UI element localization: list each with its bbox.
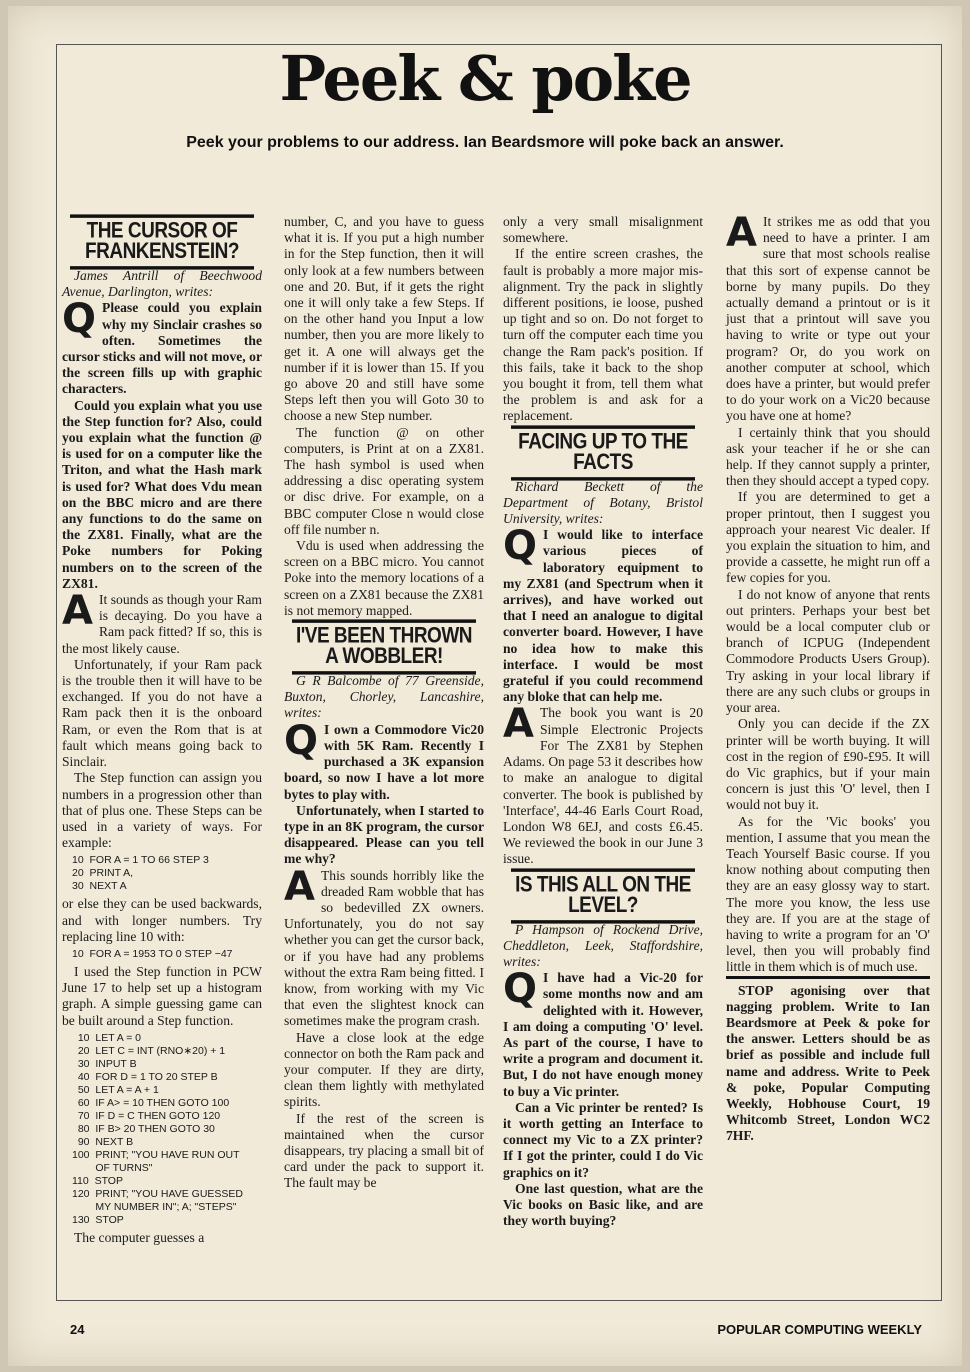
question-paragraph: Q Please could you explain why my Sinclair crashes so often. Sometimes the cursor sticks and will not move, or the screen fills up with graphic characters.: [62, 296, 262, 397]
question-paragraph: Q I have had a Vic-20 for some months now and am delighted with it. However, I am doing a computing 'O' level. As part of the course, I have to write a program and document it. But, I do not have enough money to buy a Vic printer.: [503, 966, 703, 1099]
a-dropcap: A: [62, 588, 93, 635]
letter-byline: Richard Beckett of the Department of Botany, Bristol University, writes:: [503, 478, 703, 527]
q-dropcap: Q: [503, 966, 538, 1013]
answer-paragraph: The Step function can assign you numbers in a progression other than that of plus one. These Steps can be used in a variety of ways. For example:: [62, 770, 262, 851]
letter-byline: P Hampson of Rockend Drive, Cheddleton, Leek, Staffordshire, writes:: [503, 921, 703, 969]
answer-paragraph: I used the Step function in PCW June 17 to help set up a histogram graph. A simple guessing game can be built around a Step function.: [62, 963, 262, 1028]
page-title: Peek & poke: [279, 42, 691, 115]
answer-paragraph: only a very small misalignment somewhere.: [503, 214, 703, 246]
answer-paragraph: Unfortunately, if your Ram pack is the trouble then it will have to be exchanged. If you do not have a Ram pack then it is the onboard Ram, or even the Rom that is at fault which means going back to Sinclair.: [62, 656, 262, 770]
answer-paragraph: If you are determined to get a proper printout, then I suggest you approach your nearest Vic dealer. If you explain the situation to him, and provide a cassette, he might run off a few copies for you.: [726, 489, 930, 586]
a-dropcap: A: [503, 701, 534, 748]
letter-byline: G R Balcombe of 77 Greenside, Buxton, Chorley, Lancashire, writes:: [284, 673, 484, 721]
section-heading: THE CURSOR OF FRANKENSTEIN?: [70, 214, 254, 269]
answer-paragraph: or else they can be used backwards, and with longer numbers. Try replacing line 10 with:: [62, 896, 262, 944]
question-paragraph: Q I own a Commodore Vic20 with 5K Ram. Recently I purchased a 3K expansion board, so now I have a lot more bytes to play with.: [284, 717, 484, 802]
question-paragraph: Can a Vic printer be rented? Is it worth getting an Interface to connect my Vic to a ZX printer? If I got the printer, could I do Vic graphics on it?: [503, 1099, 703, 1180]
answer-paragraph: If the entire screen crashes, the fault is probably a more major mis-alignment. Try the pack in slightly different positions, ie loose, pushed up tight and so on. Do not forget to turn off the computer each time you change the Ram pack's position. If this fails, take it back to the shop you bought it from, tell them what the problem is and ask for a replacement.: [503, 246, 703, 424]
answer-paragraph: The function @ on other computers, is Print at on a ZX81. The hash symbol is used when addressing a disc operating system or disc drive. For example, on a BBC computer Close n would close off file number n.: [284, 424, 484, 537]
q-dropcap: Q: [284, 717, 319, 764]
magazine-page: [8, 6, 962, 1366]
column-4: [726, 210, 930, 1145]
answer-paragraph: Only you can decide if the ZX printer will be worth buying. It will cost in the region of £90-£95. It will do Vic graphics, but if your main concern is just this 'O' level, then I would not buy it.: [726, 716, 930, 813]
page-subtitle: Peek your problems to our address. Ian Beardsmore will poke back an answer.: [186, 134, 784, 151]
submission-box: STOP agonising over that nagging problem. Write to Ian Beardsmore at Peek & poke for the answer. Letters should be as brief as possible and include full name and address. Write to Peek & poke, Popular Computing Weekly, Hobhouse Court, 19 Whitcomb Street, London WC2 7HF.: [726, 976, 930, 1145]
column-3: [503, 214, 703, 1229]
answer-paragraph: A This sounds horribly like the dreaded Ram wobble that has so bedevilled ZX owners. Unfortunately, you do not say whether you can get the cursor back, or if you have had any problems without the extra Ram being fitted. I know, from working with my Vic that even the slightest knock can sometimes make the program crash.: [284, 863, 484, 1029]
column-1: [62, 214, 262, 1246]
answer-paragraph: The computer guesses a: [74, 1229, 205, 1245]
question-paragraph: Unfortunately, when I started to type in an 8K program, the cursor disappeared. Please can you tell me why?: [284, 802, 484, 867]
a-dropcap: A: [726, 210, 757, 256]
answer-paragraph: I do not know of anyone that rents out printers. Perhaps your best bet would be a local computer club or branch of ICPUG (Independent Commodore Products Users Group). Try asking in your local library if there are any such clubs or groups in your area.: [726, 586, 930, 716]
code-listing: 10 FOR A = 1 TO 66 STEP 3 20 PRINT A, 30 NEXT A: [72, 854, 209, 893]
q-dropcap: Q: [62, 296, 97, 343]
answer-paragraph: Have a close look at the edge connector on both the Ram pack and your computer. If they are dirty, clean them lightly with methylated spirits.: [284, 1029, 484, 1110]
section-heading: IS THIS ALL ON THE LEVEL?: [511, 868, 695, 923]
section-heading: I'VE BEEN THROWN A WOBBLER!: [292, 619, 476, 674]
letter-byline: James Antrill of Beechwood Avenue, Darlington, writes:: [62, 268, 262, 300]
a-dropcap: A: [284, 863, 315, 910]
code-listing: 10 LET A = 0 20 LET C = INT (RNO∗20) + 1 30 INPUT B 40 FOR D = 1 TO 20 STEP B 50 LET A = A + 1 60 IF A> = 10 THEN GOTO 100 70 IF D = C THEN GOTO 120 80 IF B> 20 THEN GOTO 30 90 NEXT B 100 PRINT; "YOU HAVE RUN OUT OF TURNS" 110 STOP 120 PRINT; "YOU HAVE GUESSED MY NUMBER IN"; A; "STEPS" 130 STOP: [72, 1031, 243, 1226]
answer-paragraph: As for the 'Vic books' you mention, I assume that you mean the Teach Yourself Basic course. If you know nothing about computing then they are an easy glossy way to start. The more you know, the less use they are. If you are at the stage of having to write a program for an 'O' level, then you will probably find little in them which is of much use.: [726, 813, 930, 975]
section-heading: FACING UP TO THE FACTS: [511, 425, 695, 480]
magazine-name: POPULAR COMPUTING WEEKLY: [717, 1322, 922, 1337]
page-number: 24: [70, 1322, 85, 1337]
question-paragraph: One last question, what are the Vic books on Basic like, and are they worth buying?: [503, 1180, 703, 1229]
answer-paragraph: A It sounds as though your Ram is decaying. Do you have a Ram pack fitted? If so, this is the most likely cause.: [62, 588, 262, 656]
answer-paragraph: A It strikes me as odd that you need to have a printer. I am sure that most schools realise that this sort of expense cannot be borne by many pupils. Do they actually demand a printout or is it just that a printout will save you having to write or type out your program? Or, do you work on another computer at school, which does have a printer, but would prefer to do your work on a Vic20 because you have one at home?: [726, 210, 930, 424]
column-2: [284, 214, 484, 1192]
answer-paragraph: I certainly think that you should ask your teacher if he or she can help. If they cannot supply a printer, then they should accept a typed copy.: [726, 424, 930, 489]
answer-paragraph: If the rest of the screen is maintained when the cursor disappears, try placing a small bit of card under the pack to support it. The fault may be: [284, 1110, 484, 1191]
answer-paragraph: number, C, and you have to guess what it is. If you put a high number in for the Step function, then it will only look at a few numbers between one and 20. But, if it gets the right one it will only take a few Steps. If on the other hand you Input a low number, then you are more likely to get it. A one will always get the number if it is lower than 15. If you go above 20 and still have some Steps left then you will Goto 30 to choose a new Step number.: [284, 214, 484, 424]
q-dropcap: Q: [503, 523, 538, 570]
question-paragraph: Could you explain what you use the Step function for? Also, could you explain what the function @ is used for on a computer like the Triton, and what the Hash mark is used for? What does Vdu mean on the BBC micro and are there any functions to do the same on the ZX81. Finally, what are the Poke numbers for Poking numbers on to the screen of the ZX81.: [62, 397, 262, 591]
question-paragraph: Q I would like to interface various pieces of laboratory equipment to my ZX81 (and Spectrum when it arrives), and have worked out that I need an analogue to digital converter board. However, I have no idea how to make this interface. I would be most grateful if you could recommend any bloke that can help me.: [503, 523, 703, 705]
code-listing: 10 FOR A = 1953 TO 0 STEP −47: [72, 947, 233, 960]
answer-paragraph: Vdu is used when addressing the screen on a BBC micro. You cannot Poke into the memory locations of a screen on a ZX81 because the ZX81 is not memory mapped.: [284, 538, 484, 618]
answer-paragraph: A The book you want is 20 Simple Electronic Projects For The ZX81 by Stephen Adams. On page 53 it describes how to make an analogue to digital converter. The book is published by 'Interface', 44-46 Earls Court Road, London W8 6EJ, and costs £6.45. We reviewed the book in our June 3 issue.: [503, 701, 703, 867]
